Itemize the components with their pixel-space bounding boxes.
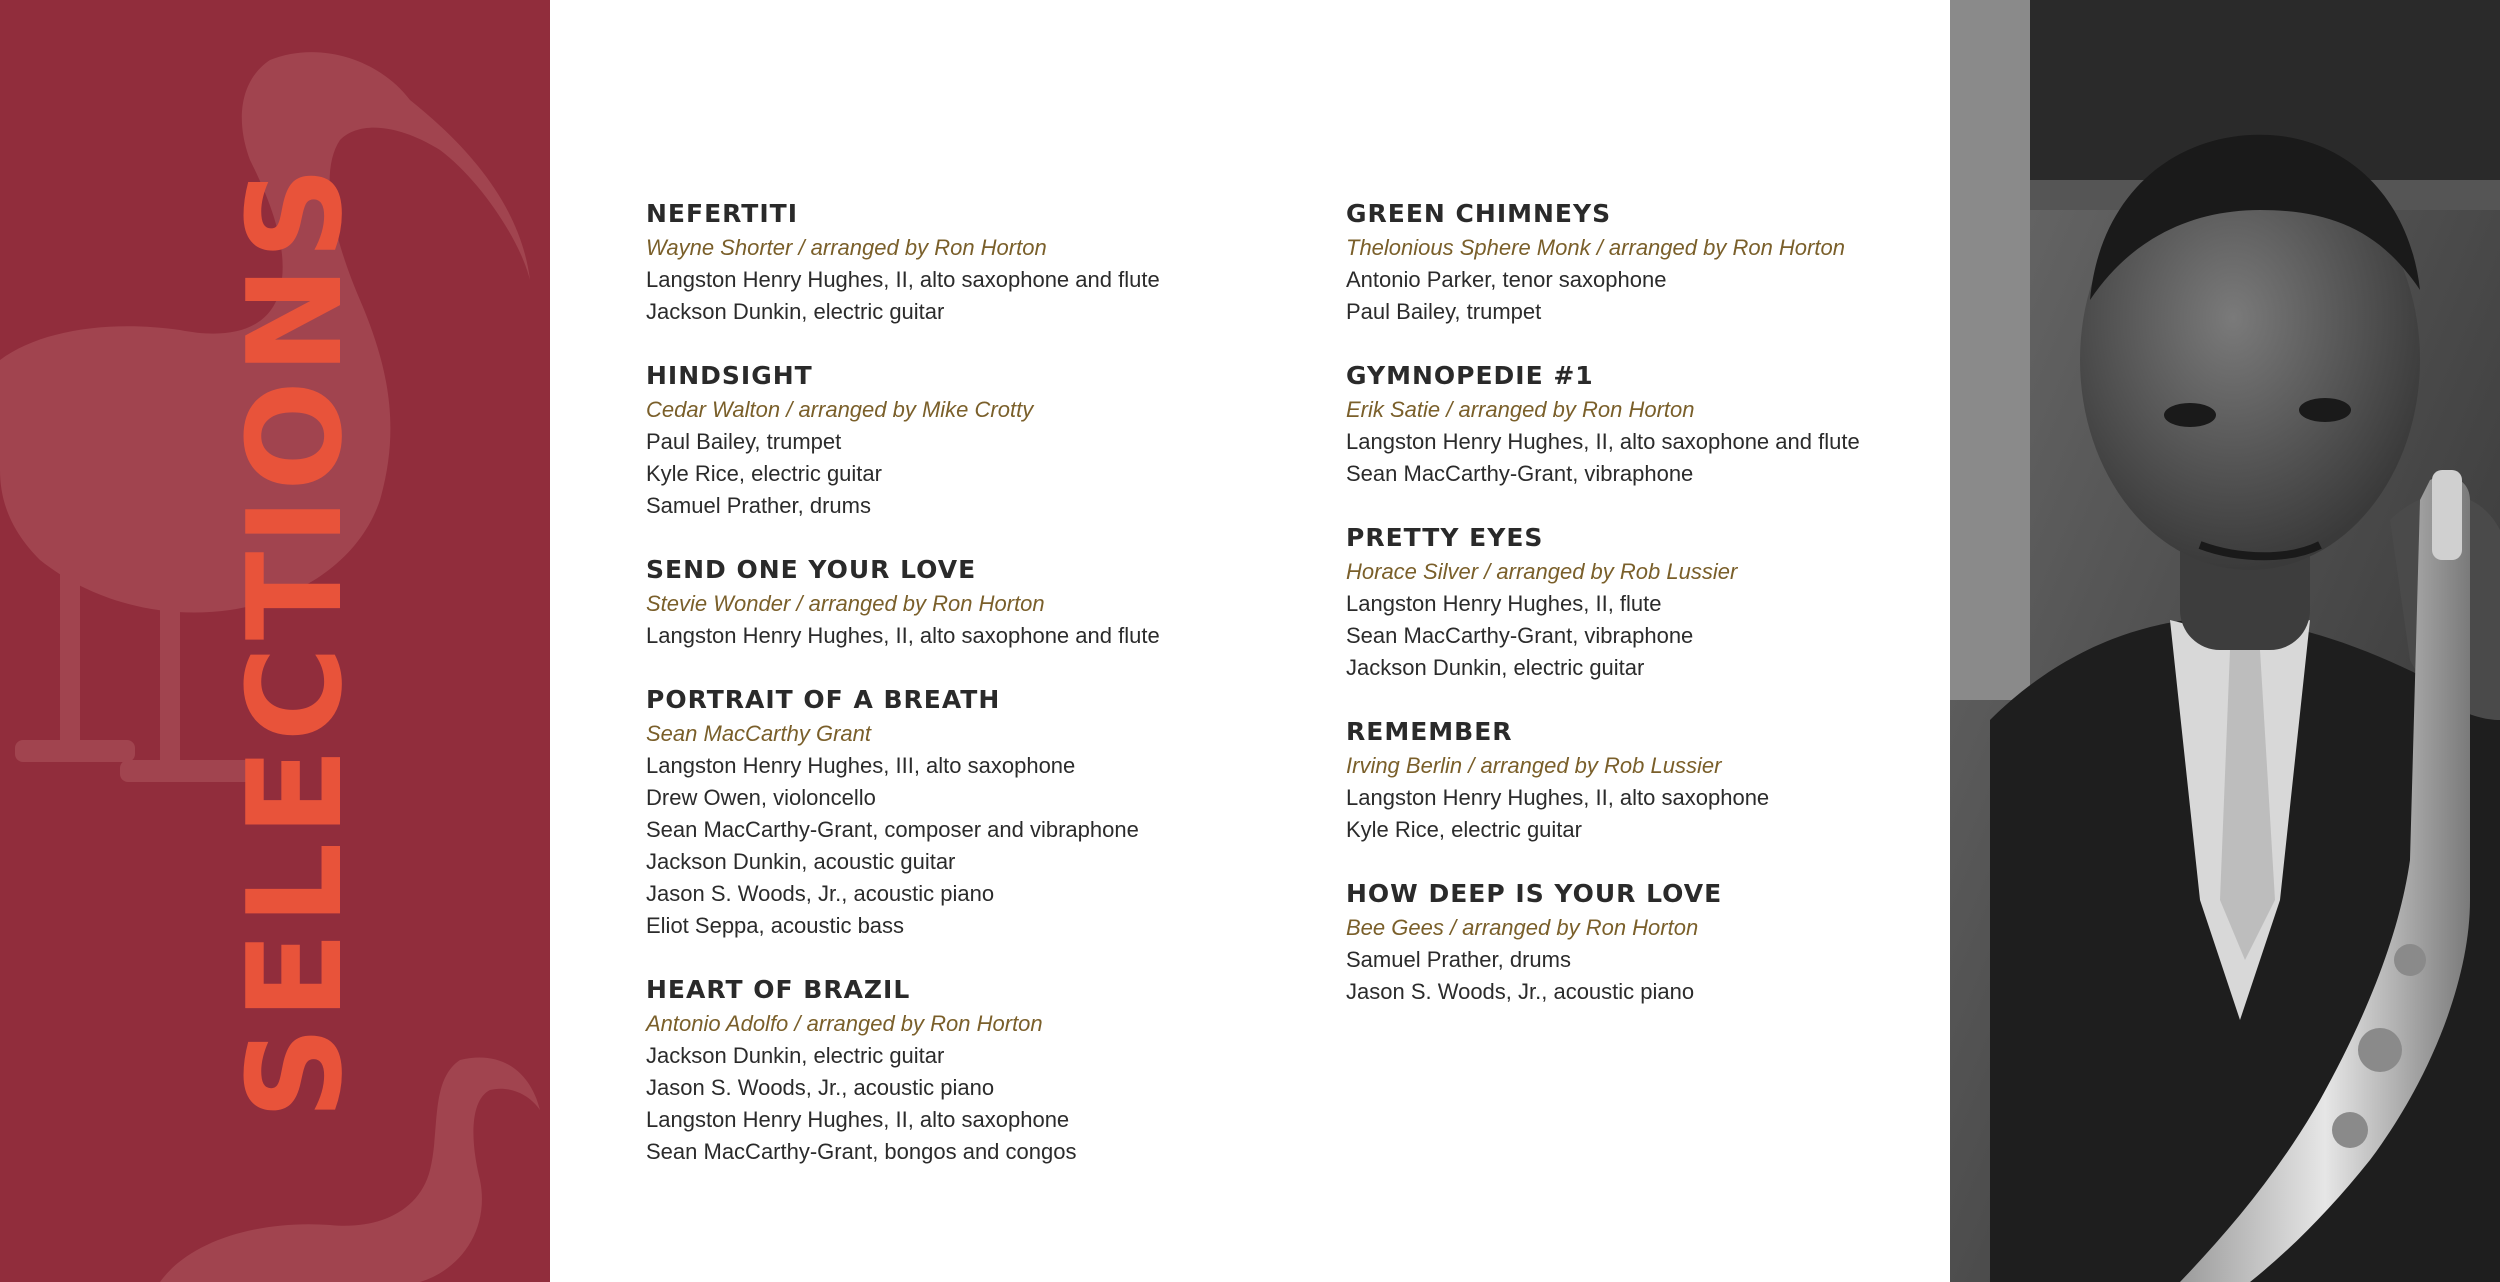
track-performer: Paul Bailey, trumpet [1346,299,1542,324]
track-performer: Langston Henry Hughes, II, alto saxophone [1346,785,1770,810]
track-title: PRETTY EYES [1346,523,1544,552]
track-composer: Horace Silver / arranged by Rob Lussier [1346,559,1738,584]
track-performer: Jackson Dunkin, acoustic guitar [646,849,956,874]
track-entry [646,972,1266,1168]
track-composer: Sean MacCarthy Grant [646,721,871,746]
track-entry [1346,358,1966,490]
track-composer: Stevie Wonder / arranged by Ron Horton [646,591,1045,616]
track-entry [1346,520,1966,684]
track-performer: Antonio Parker, tenor saxophone [1346,267,1667,292]
track-title: GYMNOPEDIE #1 [1346,361,1594,390]
track-composer: Cedar Walton / arranged by Mike Crotty [646,397,1034,422]
track-title: HEART OF BRAZIL [646,975,911,1004]
tracklist-column-left [646,196,1266,1198]
track-title: REMEMBER [1346,717,1513,746]
track-entry [646,682,1266,942]
track-composer: Wayne Shorter / arranged by Ron Horton [646,235,1047,260]
track-performer: Jason S. Woods, Jr., acoustic piano [1346,979,1695,1004]
track-entry [1346,876,1966,1008]
track-title: NEFERTITI [646,199,798,228]
track-performer: Jackson Dunkin, electric guitar [646,299,945,324]
track-performer: Samuel Prather, drums [646,493,871,518]
left-panel [0,0,550,1282]
track-entry [646,358,1266,522]
track-title: HOW DEEP IS YOUR LOVE [1346,879,1723,908]
track-performer: Langston Henry Hughes, II, flute [1346,591,1662,616]
track-performer: Jackson Dunkin, electric guitar [646,1043,945,1068]
selections-title-text: SELECTIONS [219,160,371,1120]
track-composer: Irving Berlin / arranged by Rob Lussier [1346,753,1722,778]
track-composer: Bee Gees / arranged by Ron Horton [1346,915,1699,940]
track-performer: Sean MacCarthy-Grant, bongos and congos [646,1139,1077,1164]
saxophonist-photo [1950,0,2500,1282]
track-performer: Jackson Dunkin, electric guitar [1346,655,1645,680]
track-composer: Thelonious Sphere Monk / arranged by Ron Horton [1346,235,1845,260]
track-performer: Sean MacCarthy-Grant, vibraphone [1346,623,1694,648]
track-title: HINDSIGHT [646,361,813,390]
track-performer: Langston Henry Hughes, II, alto saxophone and flute [646,267,1160,292]
track-composer: Erik Satie / arranged by Ron Horton [1346,397,1695,422]
selections-title [0,0,550,1282]
tracklist-column-right [1346,196,1966,1038]
track-performer: Langston Henry Hughes, II, alto saxophone [646,1107,1070,1132]
track-performer: Eliot Seppa, acoustic bass [646,913,905,938]
track-composer: Antonio Adolfo / arranged by Ron Horton [646,1011,1043,1036]
track-performer: Samuel Prather, drums [1346,947,1571,972]
track-title: SEND ONE YOUR LOVE [646,555,977,584]
photo-illustration [1950,0,2500,1282]
track-performer: Jason S. Woods, Jr., acoustic piano [646,881,995,906]
track-title: PORTRAIT OF A BREATH [646,685,1001,714]
track-title: GREEN CHIMNEYS [1346,199,1612,228]
track-performer: Sean MacCarthy-Grant, composer and vibraphone [646,817,1139,842]
track-performer: Langston Henry Hughes, III, alto saxophone [646,753,1076,778]
track-performer: Kyle Rice, electric guitar [1346,817,1582,842]
track-performer: Paul Bailey, trumpet [646,429,842,454]
track-entry [646,196,1266,328]
track-entry [1346,714,1966,846]
track-performer: Langston Henry Hughes, II, alto saxophone and flute [646,623,1160,648]
track-performer: Kyle Rice, electric guitar [646,461,882,486]
track-performer: Sean MacCarthy-Grant, vibraphone [1346,461,1694,486]
track-performer: Drew Owen, violoncello [646,785,876,810]
track-performer: Langston Henry Hughes, II, alto saxophone and flute [1346,429,1860,454]
track-entry [646,552,1266,652]
track-performer: Jason S. Woods, Jr., acoustic piano [646,1075,995,1100]
track-entry [1346,196,1966,328]
tracklist [550,0,1950,1282]
